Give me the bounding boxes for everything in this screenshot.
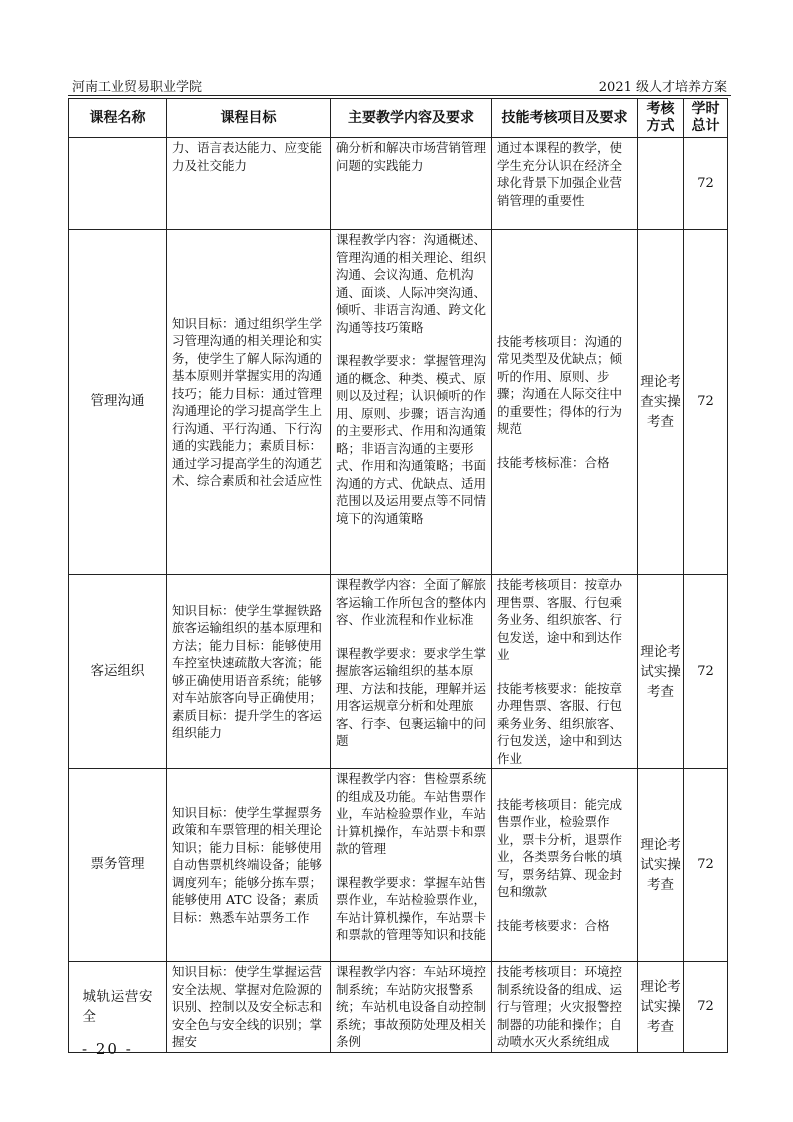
- table-row: [69, 230, 728, 575]
- skill-part: 技能考核项目：按章办理售票、客服、行包乘务业务、组织旅客、行包发送，途中和到达作业: [497, 577, 623, 662]
- method-cell: 理论考试实操考查: [638, 575, 684, 769]
- hours-cell: 72: [684, 962, 728, 1053]
- course-content-cell: [331, 769, 492, 962]
- table-row: [69, 962, 728, 1053]
- hours-cell: 72: [684, 575, 728, 769]
- content-part: 课程教学内容：售检票系统的组成及功能。车站售票作业，车站检验票作业，车站计算机操作，车站票卡和票款的管理: [336, 771, 487, 856]
- course-goal-cell: 知识目标：使学生掌握铁路旅客运输组织的基本原理和方法；能力目标：能够使用车控室快速疏散大客流；能够正确使用语音系统；能够对车站旅客向导正确使用；素质目标：提升学生的客运组织能力: [167, 575, 331, 769]
- method-cell: 理论考试实操考查: [638, 769, 684, 962]
- course-content-cell: 课程教学内容：车站环境控制系统；车站防灾报警系统；车站机电设备自动控制系统；事故预防处理及相关条例: [331, 962, 492, 1053]
- course-name-cell: 管理沟通: [69, 230, 167, 575]
- col-header-content: 主要教学内容及要求: [331, 99, 492, 138]
- skill-part: 技能考核要求：合格: [497, 917, 610, 933]
- skill-part: 技能考核标准：合格: [497, 454, 610, 470]
- skill-cell: [492, 575, 638, 769]
- table-header-row: [69, 99, 728, 138]
- skill-part: 技能考核项目：能完成售票作业，检验票作业，票卡分析，退票作业，各类票务台帐的填写，票务结算、现金封包和缴款: [497, 796, 623, 900]
- table-row: [69, 138, 728, 230]
- course-content-cell: 确分析和解决市场营销管理问题的实践能力: [331, 138, 492, 230]
- skill-cell: [492, 230, 638, 575]
- hours-cell: 72: [684, 138, 728, 230]
- skill-part: 技能考核项目：沟通的常见类型及优缺点；倾听的作用、原则、步骤；沟通在人际交往中的重要性；得体的行为规范: [497, 333, 623, 437]
- hours-cell: 72: [684, 230, 728, 575]
- page-number: - 20 -: [82, 1040, 133, 1058]
- course-goal-cell: 力、语言表达能力、应变能力及社交能力: [167, 138, 331, 230]
- content-part: 课程教学要求：要求学生掌握旅客运输组织的基本原理、方法和技能，理解并运用客运规章分析和处理旅客、行李、包裹运输中的问题: [336, 645, 487, 748]
- table-row: [69, 769, 728, 962]
- skill-part: 技能考核要求：能按章办理售票、客服、行包乘务业务、组织旅客、行包发送，途中和到达作业: [497, 680, 623, 766]
- col-header-course-goal: 课程目标: [167, 99, 331, 138]
- course-name-cell: [69, 138, 167, 230]
- method-cell: [638, 138, 684, 230]
- col-header-hours: 学时总计: [684, 99, 728, 138]
- course-goal-cell: 知识目标：通过组织学生学习管理沟通的相关理论和实务，使学生了解人际沟通的基本原则并掌握实用的沟通技巧；能力目标：通过管理沟通理论的学习提高学生上行沟通、平行沟通、下行沟通的实践能力；素质目标：通过学习提高学生的沟通艺术、综合素质和社会适应性: [167, 230, 331, 575]
- course-content-cell: [331, 230, 492, 575]
- header-plan-title: 2021 级人才培养方案: [598, 80, 727, 95]
- method-cell: 理论考查实操考查: [638, 230, 684, 575]
- skill-cell: 通过本课程的教学，使学生充分认识在经济全球化背景下加强企业营销管理的重要性: [492, 138, 638, 230]
- header-institution: 河南工业贸易职业学院: [72, 80, 203, 95]
- col-header-skill: 技能考核项目及要求: [492, 99, 638, 138]
- col-header-course-name: 课程名称: [69, 99, 167, 138]
- course-goal-cell: 知识目标：使学生掌握票务政策和车票管理的相关理论知识；能力目标：能够使用自动售票机终端设备；能够调度列车；能够分拣车票；能够使用 ATC 设备；素质目标：熟悉车站票务工作: [167, 769, 331, 962]
- skill-cell: 技能考核项目：环境控制系统设备的组成、运行与管理；火灾报警控制器的功能和操作；自动喷水灭火系统组成: [492, 962, 638, 1053]
- course-content-cell: [331, 575, 492, 769]
- course-goal-cell: 知识目标：使学生掌握运营安全法规、掌握对危险源的识别、控制以及安全标志和安全色与安全线的识别；掌握安: [167, 962, 331, 1053]
- curriculum-table: [68, 98, 728, 1053]
- hours-cell: 72: [684, 769, 728, 962]
- method-cell: 理论考试实操考查: [638, 962, 684, 1053]
- content-part: 课程教学要求：掌握管理沟通的概念、种类、模式、原则以及过程；认识倾听的作用、原则、步骤；语言沟通的主要形式、作用和沟通策略；非语言沟通的主要形式、作用和沟通策略；书面沟通的方式、优缺点、适用范围以及运用要点等不同情境下的沟通策略: [336, 353, 487, 526]
- table-row: [69, 575, 728, 769]
- col-header-method: 考核方式: [638, 99, 684, 138]
- content-part: 课程教学要求：掌握车站售票作业，车站检验票作业，车站计算机操作，车站票卡和票款的管理等知识和技能: [336, 874, 487, 942]
- content-part: 课程教学内容：全面了解旅客运输工作所包含的整体内容、作业流程和作业标准: [336, 577, 487, 627]
- skill-cell: [492, 769, 638, 962]
- course-name-cell: 票务管理: [69, 769, 167, 962]
- course-name-cell: [69, 962, 167, 1053]
- course-name-text: 城轨运营安全: [82, 988, 153, 1025]
- course-name-cell: 客运组织: [69, 575, 167, 769]
- header-divider: [68, 95, 731, 96]
- content-part: 课程教学内容：沟通概述、管理沟通的相关理论、组织沟通、会议沟通、危机沟通、面谈、人际冲突沟通、倾听、非语言沟通、跨文化沟通等技巧策略: [336, 232, 487, 335]
